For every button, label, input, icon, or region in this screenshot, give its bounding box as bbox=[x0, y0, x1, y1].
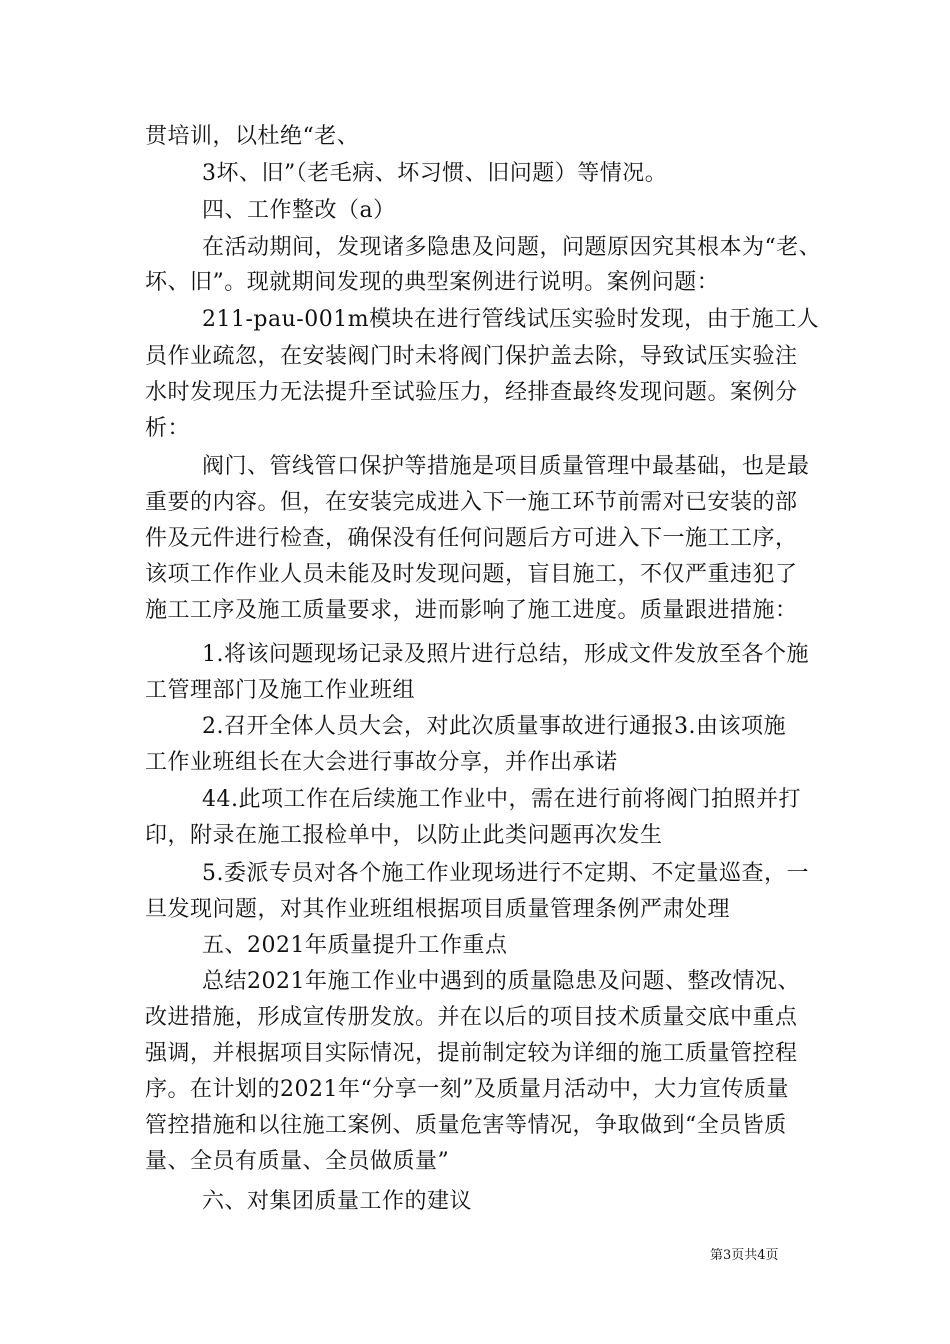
text-line: 贯培训，以杜绝“老、 bbox=[145, 124, 360, 149]
list-item: 2.召开全体人员大会，对此次质量事故进行通报3.由该项施 bbox=[202, 714, 786, 739]
text-line: 改进措施，形成宣传册发放。并在以后的项目技术质量交底中重点 bbox=[145, 1005, 798, 1030]
text-line: 总结2021年施工作业中遇到的质量隐患及问题、整改情况、 bbox=[202, 969, 800, 994]
list-item: 5.委派专员对各个施工作业现场进行不定期、不定量巡查，一 bbox=[202, 861, 809, 886]
text-line: 员作业疏忽，在安装阀门时未将阀门保护盖去除，导致试压实验注 bbox=[145, 344, 798, 369]
text-line: 施工工序及施工质量要求，进而影响了施工进度。质量跟进措施： bbox=[145, 598, 798, 623]
text-line: 印，附录在施工报检单中，以防止此类问题再次发生 bbox=[145, 823, 663, 848]
text-line: 管控措施和以往施工案例、质量危害等情况，争取做到“全员皆质 bbox=[145, 1113, 787, 1138]
text-line: 3坏、旧”（老毛病、坏习惯、旧问题）等情况。 bbox=[202, 161, 668, 186]
text-line: 工作业班组长在大会进行事故分享，并作出承诺 bbox=[145, 750, 618, 775]
text-line: 该项工作作业人员未能及时发现问题，盲目施工，不仅严重违犯了 bbox=[145, 562, 798, 587]
list-item: 1.将该问题现场记录及照片进行总结，形成文件发放至各个施 bbox=[202, 642, 809, 667]
text-line: 序。在计划的2021年“分享一刻”及质量月活动中，大力宣传质量 bbox=[145, 1077, 789, 1102]
text-line: 工管理部门及施工作业班组 bbox=[145, 678, 416, 703]
section-heading: 四、工作整改（a） bbox=[202, 198, 396, 223]
text-line: 件及元件进行检查，确保没有任何问题后方可进入下一施工工序， bbox=[145, 526, 798, 551]
section-heading: 五、2021年质量提升工作重点 bbox=[202, 933, 508, 958]
text-line: 坏、旧”。现就期间发现的典型案例进行说明。案例问题： bbox=[145, 270, 720, 295]
text-line: 阀门、管线管口保护等措施是项目质量管理中最基础，也是最 bbox=[202, 454, 810, 479]
text-line: 强调，并根据项目实际情况，提前制定较为详细的施工质量管控程 bbox=[145, 1041, 798, 1066]
list-item: 44.此项工作在后续施工作业中，需在进行前将阀门拍照并打 bbox=[202, 787, 801, 812]
text-line: 重要的内容。但，在安装完成进入下一施工环节前需对已安装的部 bbox=[145, 490, 798, 515]
text-line: 水时发现压力无法提升至试验压力，经排查最终发现问题。案例分 bbox=[145, 380, 798, 405]
text-line: 析： bbox=[145, 416, 191, 441]
text-line: 211-pau-001m模块在进行管线试压实验时发现，由于施工人 bbox=[202, 307, 820, 332]
section-heading: 六、对集团质量工作的建议 bbox=[202, 1189, 473, 1214]
text-line: 旦发现问题，对其作业班组根据项目质量管理条例严肃处理 bbox=[145, 897, 731, 922]
text-line: 在活动期间，发现诸多隐患及问题，问题原因究其根本为“老、 bbox=[202, 235, 822, 260]
page-number: 第3页共4页 bbox=[710, 1248, 779, 1263]
text-line: 量、全员有质量、全员做质量” bbox=[145, 1149, 450, 1174]
